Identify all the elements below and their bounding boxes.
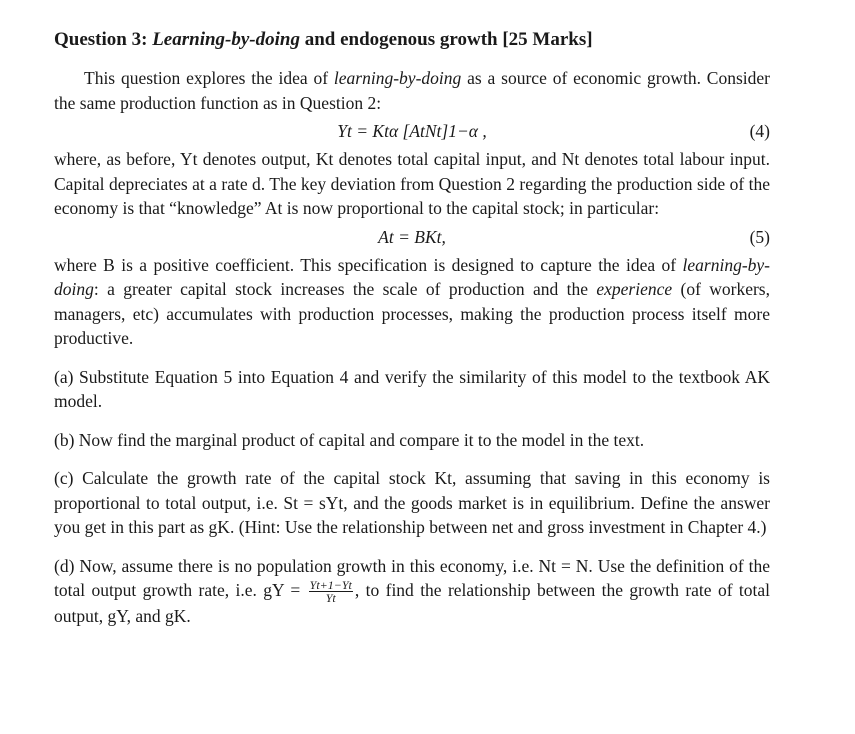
para3-text-a: where B is a positive coefficient. This specification is designed to capture the idea of [54, 254, 683, 275]
intro-text-a: This question explores the idea of [84, 68, 334, 88]
paragraph-3 [54, 253, 770, 351]
para3-italic-d: experience [596, 279, 673, 299]
intro-text-c: as a source of economic growth. Consider the same production function as in Question 2: [54, 68, 770, 113]
part-c: (c) Calculate the growth rate of the capital stock Kt, assuming that saving in this economy is proportional to total output, i.e. St = sYt, and the goods market is in equilibrium. Define the answer you get in this part as gK. (Hint: Use the relationship between net and gross investment in Chapter 4.) [54, 468, 770, 537]
fraction-denominator: Yt [325, 591, 336, 606]
part-d-text-a: (d) Now, assume there is no population growth in this economy, i.e. Nt = N. Use the definition of the total output growth rate, i.e. gY = [54, 555, 770, 600]
equation-5 [54, 221, 770, 253]
part-d-text-b: , to find the relationship between the growth rate of total output, gY, and gK. [54, 580, 771, 627]
heading-suffix: and endogenous growth [25 Marks] [299, 29, 593, 50]
question-page [54, 28, 770, 629]
intro-paragraph [54, 66, 770, 115]
part-d [54, 554, 770, 629]
heading-prefix: Question 3: [54, 29, 153, 50]
growth-fraction [309, 579, 353, 604]
equation-5-number: (5) [749, 226, 770, 247]
part-a: (a) Substitute Equation 5 into Equation 4 and verify the similarity of this model to the textbook AK model. [54, 366, 770, 411]
question-heading [54, 28, 770, 52]
part-b: (b) Now find the marginal product of capital and compare it to the model in the text. [54, 429, 645, 450]
heading-italic: Learning-by-doing [152, 29, 300, 50]
fraction-numerator: Yt+1−Yt [309, 578, 352, 593]
equation-4-body: Yt = Ktα [AtNt]1−α , [337, 121, 487, 141]
para3-text-c: : a greater capital stock increases the scale of production and the [93, 279, 597, 299]
para3-italic-b: learning-by-doing [54, 254, 770, 299]
para3-text-e: (of workers, managers, etc) accumulates with production processes, making the production process itself more productive. [54, 279, 770, 348]
equation-5-body: At = BKt, [378, 226, 446, 247]
equation-4 [54, 115, 770, 147]
paragraph-2: where, as before, Yt denotes output, Kt denotes total capital input, and Nt denotes total labour input. Capital depreciates at a rate d. The key deviation from Question 2 regarding the production side of the economy is that “knowledge” At is now proportional to the capital stock; in particular: [54, 149, 770, 218]
equation-4-number: (4) [749, 121, 770, 141]
intro-text-italic: learning-by-doing [333, 68, 462, 88]
